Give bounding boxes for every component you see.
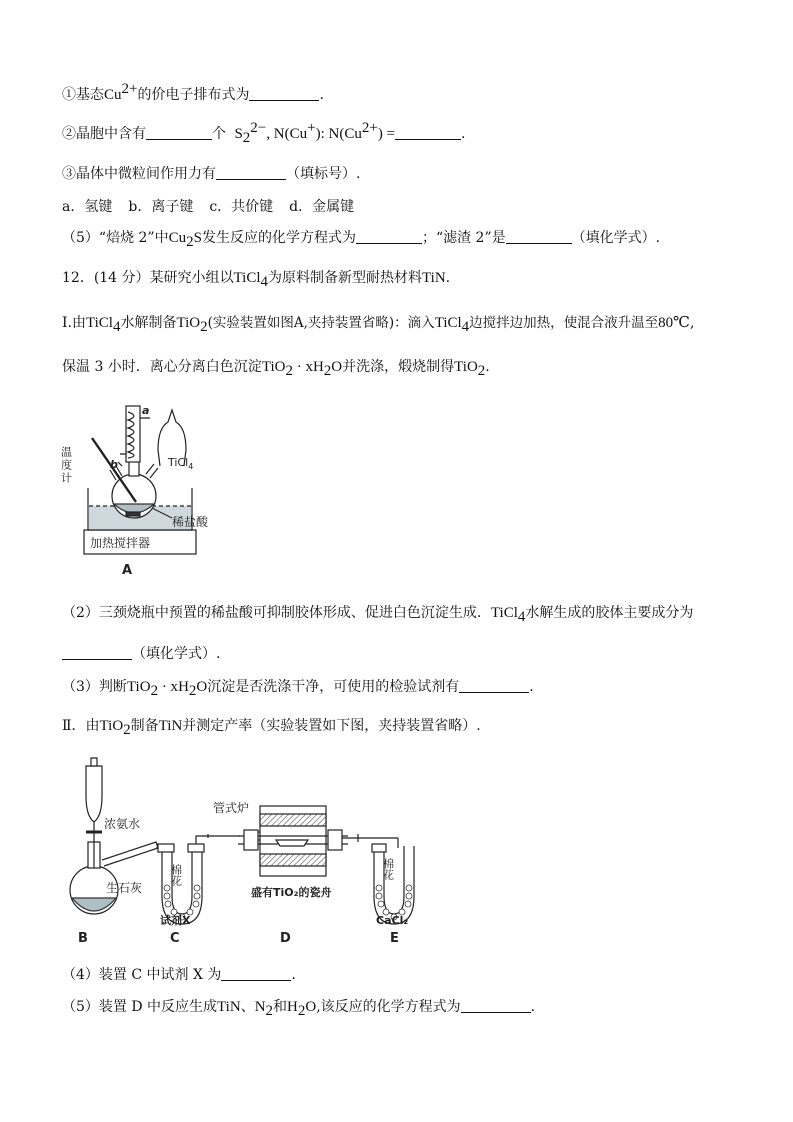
answer-blank[interactable] bbox=[459, 678, 529, 693]
figure-b-caption: B bbox=[78, 931, 88, 946]
answer-blank[interactable] bbox=[221, 966, 291, 981]
svg-text:b: b bbox=[110, 458, 118, 471]
answer-blank[interactable] bbox=[249, 86, 319, 101]
q12-question-2-answer: （填化学式）. bbox=[62, 644, 220, 664]
apparatus-figure-a bbox=[59, 398, 232, 580]
q11-line-valence: ①基态$Cu^{2+}$的价电子排布式为 . bbox=[62, 81, 324, 103]
figure-d-caption: D bbox=[280, 931, 291, 946]
option-a: a．氢键 bbox=[62, 199, 113, 215]
apparatus-figure-bcde bbox=[58, 756, 428, 948]
q12-question-2: （2）三颈烧瓶中预置的稀盐酸可抑制胶体形成、促进白色沉淀生成．TiCl$_4$水解生成的胶体主要成分为 bbox=[62, 605, 694, 625]
answer-blank[interactable] bbox=[356, 229, 422, 244]
cacl2-label: CaCl₂ bbox=[376, 914, 409, 927]
answer-blank[interactable] bbox=[216, 165, 286, 180]
furnace-label: 管式炉 bbox=[213, 801, 250, 815]
option-c: c．共价键 bbox=[209, 199, 274, 215]
ammonia-label: 浓氨水 bbox=[104, 817, 141, 831]
thermometer-label: 温度计 bbox=[59, 446, 73, 485]
reagent-x-label: 试剂X bbox=[160, 914, 191, 927]
heater-label: 加热搅拌器 bbox=[90, 536, 151, 550]
q12-part2-heading: Ⅱ．由TiO$_2$制备TiN并测定产率（实验装置如下图，夹持装置省略）. bbox=[62, 718, 481, 738]
q12-part1-line2: 保温 3 小时．离心分离白色沉淀$TiO_2 \cdot xH_2O$并洗涤，煅烧制得TiO$_2$. bbox=[62, 359, 490, 379]
q12-part1-line1: Ⅰ.由TiCl$_4$水解制备TiO$_2$(实验装置如图A,夹持装置省略)：滴入TiCl$_4$边搅拌边加热，使混合液升温至80℃, bbox=[62, 315, 695, 335]
acid-label: 稀盐酸 bbox=[172, 515, 209, 529]
boat-label: 盛有TiO₂的瓷舟 bbox=[251, 886, 332, 899]
option-b: b．离子键 bbox=[128, 199, 194, 215]
answer-blank[interactable] bbox=[62, 645, 132, 660]
cotton-label-e: 棉花 bbox=[381, 858, 395, 880]
answer-blank[interactable] bbox=[461, 998, 531, 1013]
figure-e-caption: E bbox=[390, 931, 399, 946]
q11-line-cell: ②晶胞中含有 个 $S_2^{2-}$, N(Cu+): $N(Cu^{2+})$ = . bbox=[62, 120, 466, 146]
option-d: d．金属键 bbox=[289, 199, 355, 215]
answer-blank[interactable] bbox=[146, 125, 212, 140]
answer-blank[interactable] bbox=[395, 125, 461, 140]
figure-a-caption: A bbox=[122, 563, 133, 578]
lime-label: 生石灰 bbox=[106, 881, 143, 895]
q12-question-4: （4）装置 C 中试剂 X 为 . bbox=[62, 967, 296, 983]
q11-line-forces: ③晶体中微粒间作用力有 （填标号）. bbox=[62, 166, 361, 182]
q12-question-3: （3）判断$TiO_2 \cdot xH_2O$沉淀是否洗涤干净，可使用的检验试剂有 . bbox=[62, 679, 534, 699]
answer-blank[interactable] bbox=[506, 229, 572, 244]
q12-question-5: （5）装置 D 中反应生成TiN、$N_2$和$H_2O$,该反应的化学方程式为 . bbox=[62, 999, 536, 1019]
figure-c-caption: C bbox=[170, 931, 180, 946]
q11-line-roasting: （5）“焙烧 2”中$Cu_2S$发生反应的化学方程式为 ；“滤渣 2”是 （填化学式）. bbox=[62, 230, 661, 250]
svg-text:TiCl4: TiCl$_4$ bbox=[168, 456, 194, 471]
cotton-label-c: 棉花 bbox=[169, 864, 183, 886]
q11-options bbox=[62, 197, 354, 217]
q12-heading: 12．(14 分）某研究小组以TiCl$_4$为原料制备新型耐热材料TiN. bbox=[62, 270, 451, 290]
svg-text:a: a bbox=[142, 404, 150, 417]
